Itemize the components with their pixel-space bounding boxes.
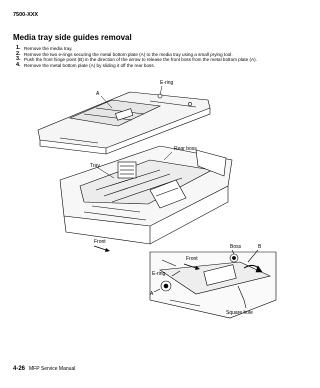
step-number: 2. <box>16 50 21 57</box>
metal-bottom-plate <box>38 92 210 154</box>
label-a-inset: A <box>150 291 154 297</box>
label-front-inset: Front <box>186 256 198 262</box>
label-square-hole: Square hole <box>226 310 253 316</box>
media-tray <box>60 146 232 244</box>
label-boss: Boss <box>230 244 242 250</box>
step-text: Remove the media tray. <box>24 46 73 51</box>
page-number: 4-26 <box>13 366 26 372</box>
section-title: Media tray side guides removal <box>13 33 132 42</box>
label-e-ring-top: E-ring <box>160 80 174 86</box>
model-number: 7500-XXX <box>13 12 39 18</box>
label-b: B <box>258 244 262 250</box>
label-rear-boss: Rear boss <box>174 146 197 152</box>
step-text: Remove the metal bottom plate (A) by sliding it off the rear boss. <box>24 62 155 68</box>
step-number: 4. <box>16 61 21 68</box>
step-number: 3. <box>16 56 21 63</box>
step-text: Push the front hinge point (B) in the direction of the arrow to release the front boss from the metal bottom plate (A). <box>24 57 257 63</box>
manual-title: MFP Service Manual <box>29 366 76 372</box>
label-tray: Tray <box>90 163 100 169</box>
page-footer <box>13 366 75 372</box>
step-number: 1. <box>16 45 21 51</box>
label-e-ring-inset: E-ring <box>152 271 166 277</box>
label-a-top: A <box>96 91 100 97</box>
label-front-left: Front <box>94 239 106 245</box>
front-arrow-top <box>94 246 110 252</box>
hinge-detail-inset <box>150 250 276 318</box>
step-text: Remove the two e-rings securing the metal bottom plate (A) to the media tray using a small prying tool. <box>24 51 233 57</box>
